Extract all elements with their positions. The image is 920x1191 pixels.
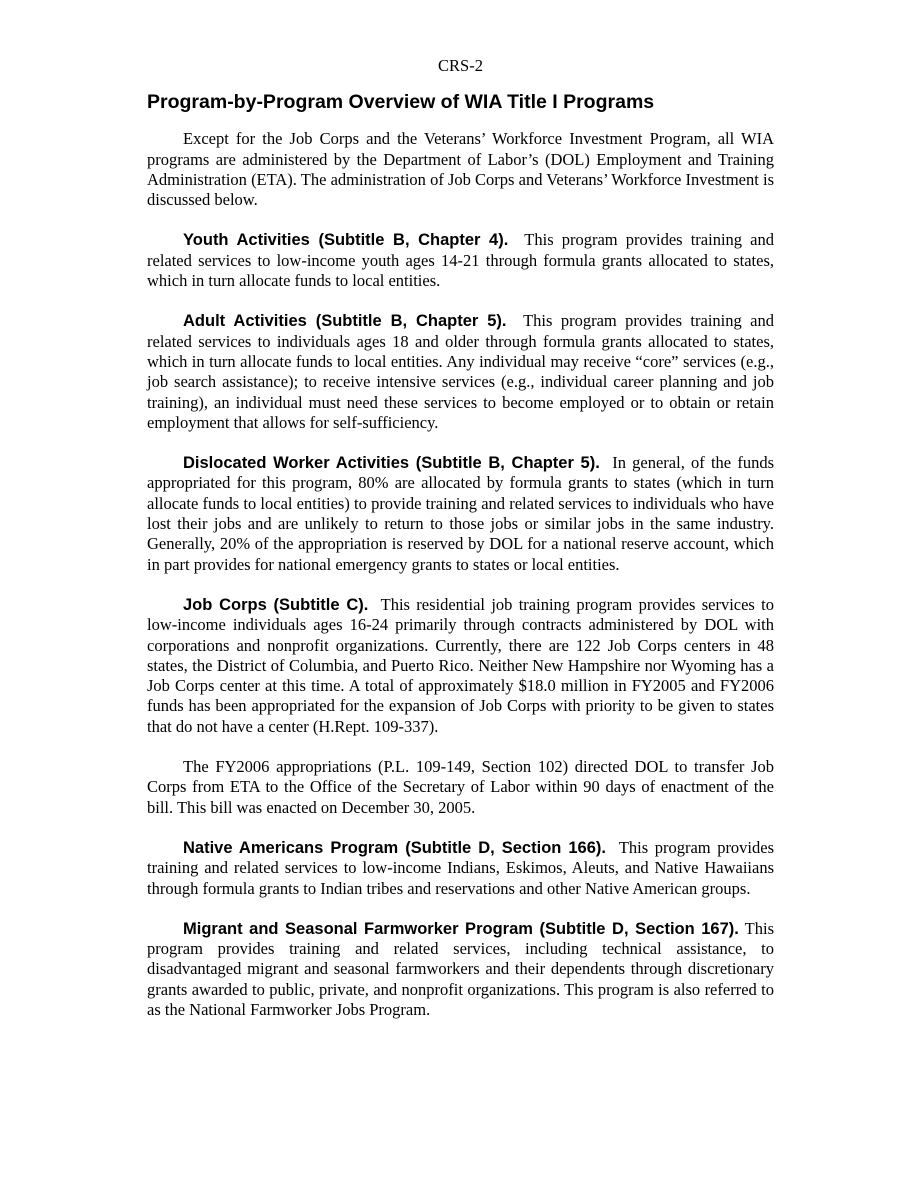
paragraph-heading: Youth Activities (Subtitle B, Chapter 4). <box>183 231 509 250</box>
paragraph-heading: Native Americans Program (Subtitle D, Section 166). <box>183 838 606 857</box>
document-page <box>147 56 774 1040</box>
paragraph-fy2006-appropriations <box>147 757 774 818</box>
paragraph-dislocated-worker <box>147 453 774 575</box>
paragraph-text: This program provides training and related services to individuals ages 18 and older through formula grants allocated to states, which in turn allocate funds to local entities. Any individual may receive “core” services (e.g., job search assistance); to receive intensive services (e.g., individual career planning and job training), an individual must need these services to become employed or to obtain or retain employment that allows for self-sufficiency. <box>147 311 775 432</box>
section-title: Program-by-Program Overview of WIA Title I Programs <box>147 91 655 114</box>
paragraph-heading: Adult Activities (Subtitle B, Chapter 5). <box>183 312 507 331</box>
paragraph-migrant-farmworker <box>147 919 774 1020</box>
paragraph-intro <box>147 129 774 210</box>
paragraph-text: This program provides training and related services to low-income youth ages 14-21 through formula grants allocated to states, which in turn allocate funds to local entities. <box>147 230 775 291</box>
paragraph-text: This program provides training and related services, including technical assistance, to disadvantaged migrant and seasonal farmworkers and their dependents through discretionary grants awarded to public, private, and nonprofit organizations. This program is also referred to as the National Farmworker Jobs Program. <box>147 918 775 1019</box>
paragraph-heading: Dislocated Worker Activities (Subtitle B, Chapter 5). <box>183 454 600 473</box>
paragraph-text: In general, of the funds appropriated for this program, 80% are allocated by formula grants to states (which in turn allocate funds to local entities) to provide training and related services to individuals who have lost their jobs and are unlikely to return to those jobs or similar jobs in the same industry. Generally, 20% of the appropriation is reserved by DOL for a national reserve account, which in part provides for national emergency grants to states or local entities. <box>147 453 774 574</box>
paragraph-heading: Migrant and Seasonal Farmworker Program (Subtitle D, Section 167). <box>183 919 739 938</box>
paragraph-job-corps <box>147 595 774 737</box>
paragraph-text: This residential job training program provides services to low-income individuals ages 16-24 primarily through contracts administered by DOL with corporations and nonprofit organizations. Currently, there are 122 Job Corps centers in 48 states, the District of Columbia, and Puerto Rico. Neither New Hampshire nor Wyoming has a Job Corps center at this time. A total of approximately $18.0 million in FY2005 and FY2006 funds has been appropriated for the expansion of Job Corps with priority to be given to states that do not have a center (H.Rept. 109-337). <box>147 594 774 736</box>
page-header: CRS-2 <box>438 56 483 75</box>
paragraph-heading: Job Corps (Subtitle C). <box>183 595 369 614</box>
paragraph-youth-activities <box>147 230 774 291</box>
paragraph-native-americans <box>147 838 774 899</box>
paragraph-text: This program provides training and related services to low-income Indians, Eskimos, Aleuts, and Native Hawaiians through formula grants to Indian tribes and reservations and other Native American groups. <box>147 837 775 898</box>
paragraph-text: The FY2006 appropriations (P.L. 109-149, Section 102) directed DOL to transfer Job Corps from ETA to the Office of the Secretary of Labor within 90 days of enactment of the bill. This bill was enacted on December 30, 2005. <box>147 757 774 817</box>
paragraph-text: Except for the Job Corps and the Veterans’ Workforce Investment Program, all WIA programs are administered by the Department of Labor’s (DOL) Employment and Training Administration (ETA). The administration of Job Corps and Veterans’ Workforce Investment is discussed below. <box>147 129 774 210</box>
paragraph-adult-activities <box>147 311 774 433</box>
